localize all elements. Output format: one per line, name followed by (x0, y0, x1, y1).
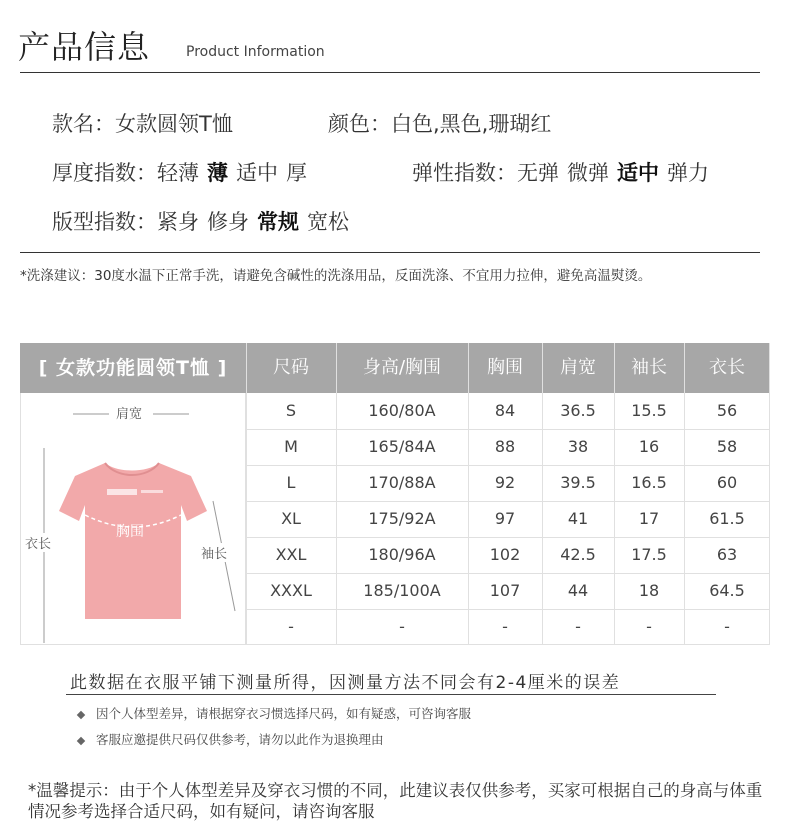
elasticity-option-selected: 适中 (617, 161, 659, 185)
sleeve-label: 袖长 (201, 543, 227, 562)
thickness-row (52, 157, 315, 187)
thickness-option: 轻薄 (157, 161, 199, 185)
cell-size: L (286, 473, 296, 492)
cell-chest: 102 (489, 545, 521, 564)
elasticity-row (412, 157, 717, 187)
cell-size: XXXL (270, 581, 312, 600)
table-title: [ 女款功能圆领T恤 ] (38, 357, 228, 379)
length-label: 衣长 (25, 533, 51, 552)
cell-sleeve: - (646, 617, 652, 636)
column-header: 尺码 (273, 357, 309, 378)
name-label: 款名： (52, 112, 115, 136)
diamond-bullet-icon (77, 710, 85, 718)
info-divider (20, 252, 760, 253)
cell-height-chest: - (399, 617, 405, 636)
cell-height-chest: 160/80A (368, 401, 436, 420)
wash-note: *洗涤建议：30度水温下正常手洗，请避免含碱性的洗涤用品，反面洗涤、不宜用力拉伸，避免高温熨烫。 (20, 268, 652, 284)
bullet-text: 因个人体型差异，请根据穿衣习惯选择尺码，如有疑惑，可咨询客服 (96, 706, 472, 721)
fit-label: 版型指数： (52, 210, 157, 234)
cell-shoulder: 39.5 (560, 473, 596, 492)
cell-chest: 92 (494, 473, 516, 492)
thickness-option: 厚 (286, 161, 307, 185)
cell-size: - (288, 617, 294, 636)
cell-size: S (285, 401, 297, 420)
column-header: 身高/胸围 (362, 357, 442, 378)
bullet-text: 客服应邀提供尺码仅供参考，请勿以此作为退换理由 (96, 732, 384, 747)
diamond-bullet-icon (77, 736, 85, 744)
cell-length: 61.5 (709, 509, 745, 528)
cell-sleeve: 17 (638, 509, 660, 528)
product-name-row (52, 108, 241, 138)
tshirt-diagram (21, 393, 245, 643)
cell-height-chest: 185/100A (363, 581, 441, 600)
bullet-item (78, 730, 384, 748)
size-diagram (20, 393, 246, 645)
measure-note-underline (66, 694, 716, 695)
cell-sleeve: 18 (638, 581, 660, 600)
column-header: 肩宽 (560, 357, 596, 378)
cell-length: 63 (716, 545, 738, 564)
elasticity-option: 微弹 (567, 161, 609, 185)
cell-height-chest: 175/92A (368, 509, 436, 528)
cell-length: 60 (716, 473, 738, 492)
cell-sleeve: 17.5 (631, 545, 667, 564)
bullet-item (78, 704, 471, 722)
cell-shoulder: 42.5 (560, 545, 596, 564)
cell-shoulder: 44 (567, 581, 589, 600)
product-color-row (328, 108, 559, 138)
cell-chest: 97 (494, 509, 516, 528)
cell-length: - (724, 617, 730, 636)
cell-length: 64.5 (709, 581, 745, 600)
fit-option: 紧身 (157, 210, 199, 234)
size-table (20, 343, 770, 645)
footer-note: *温馨提示：由于个人体型差异及穿衣习惯的不同，此建议表仅供参考，买家可根据自己的身高与体重情况参考选择合适尺码，如有疑问，请咨询客服 (28, 781, 763, 821)
cell-sleeve: 16 (638, 437, 660, 456)
column-header: 衣长 (709, 357, 745, 378)
cell-size: XXL (275, 545, 307, 564)
cell-size: M (284, 437, 298, 456)
cell-chest: 107 (489, 581, 521, 600)
cell-size: XL (281, 509, 301, 528)
color-value: 白色,黑色,珊瑚红 (391, 112, 552, 136)
cell-shoulder: 38 (567, 437, 589, 456)
cell-length: 58 (716, 437, 738, 456)
fit-row (52, 206, 357, 236)
shoulder-label: 肩宽 (116, 407, 143, 422)
measure-note: 此数据在衣服平铺下测量所得，因测量方法不同会有2-4厘米的误差 (70, 673, 621, 693)
column-header: 袖长 (631, 357, 667, 378)
elasticity-label: 弹性指数： (412, 161, 517, 185)
fit-option-selected: 常规 (257, 210, 299, 234)
cell-shoulder: - (575, 617, 581, 636)
cell-height-chest: 180/96A (368, 545, 436, 564)
cell-length: 56 (716, 401, 738, 420)
page-title: 产品信息 (18, 28, 151, 66)
cell-sleeve: 16.5 (631, 473, 667, 492)
chest-label: 胸围 (116, 524, 144, 540)
cell-chest: - (502, 617, 508, 636)
elasticity-option: 弹力 (667, 161, 709, 185)
thickness-label: 厚度指数： (52, 161, 157, 185)
thickness-option-selected: 薄 (207, 161, 228, 185)
header-divider (20, 72, 760, 73)
table-header (20, 343, 770, 393)
fit-option: 宽松 (307, 210, 349, 234)
name-value: 女款圆领T恤 (115, 112, 233, 136)
fit-option: 修身 (207, 210, 249, 234)
page-subtitle: Product Information (186, 44, 325, 60)
cell-height-chest: 170/88A (368, 473, 436, 492)
cell-height-chest: 165/84A (368, 437, 436, 456)
cell-chest: 88 (494, 437, 516, 456)
color-label: 颜色： (328, 112, 391, 136)
cell-shoulder: 41 (567, 509, 589, 528)
elasticity-option: 无弹 (517, 161, 559, 185)
thickness-option: 适中 (236, 161, 278, 185)
tshirt-icon (59, 463, 207, 619)
cell-chest: 84 (494, 401, 516, 420)
cell-shoulder: 36.5 (560, 401, 596, 420)
cell-sleeve: 15.5 (631, 401, 667, 420)
column-header: 胸围 (487, 357, 523, 378)
